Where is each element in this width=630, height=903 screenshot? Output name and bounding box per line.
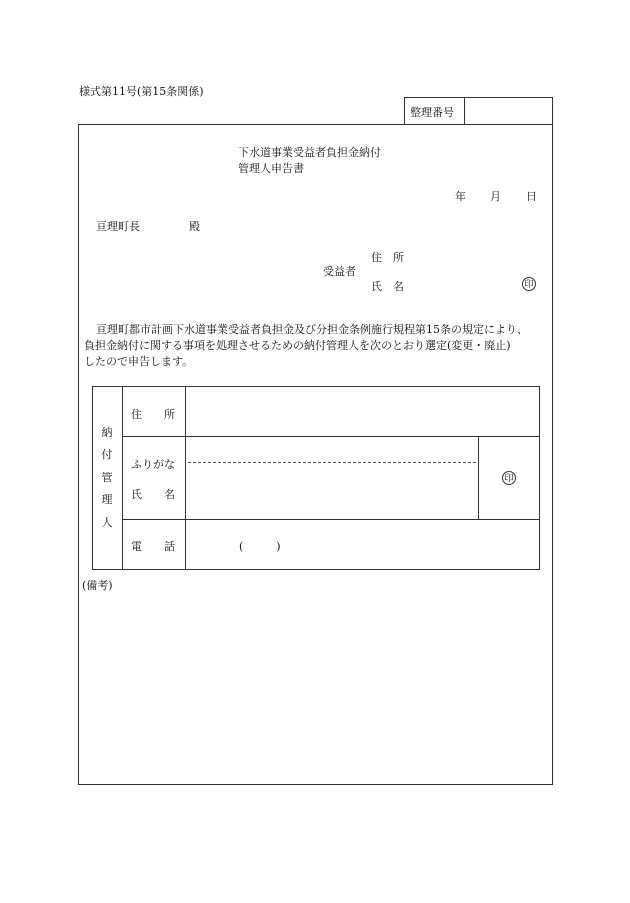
table-seal-mark: 印 — [502, 471, 516, 485]
table-phone-field[interactable] — [187, 521, 538, 568]
side-label-char-3: 管 — [101, 471, 113, 484]
table-name-field[interactable] — [187, 464, 476, 518]
side-label-char-2: 付 — [101, 448, 113, 461]
body-text-line3: したので申告します。 — [84, 355, 194, 368]
remarks-label: (備考) — [82, 579, 113, 592]
addressee-honorific: 殿 — [189, 220, 200, 233]
seiri-bango-divider — [464, 97, 465, 125]
form-id: 様式第11号(第15条関係) — [79, 85, 204, 98]
beneficiary-name-label: 氏 名 — [371, 280, 404, 293]
seiri-bango-value-field[interactable] — [466, 98, 552, 124]
title-line1: 下水道事業受益者負担金納付 — [238, 146, 381, 159]
date-year: 年 — [455, 190, 466, 203]
seiri-bango-label: 整理番号 — [410, 106, 454, 119]
table-hline-2 — [122, 519, 540, 520]
side-label-char-1: 納 — [101, 426, 113, 439]
table-phone-paren: ( ) — [239, 540, 281, 553]
side-label-char-4: 理 — [101, 493, 113, 506]
table-vline-1 — [122, 386, 123, 570]
date-month: 月 — [490, 190, 501, 203]
beneficiary-seal-mark: 印 — [522, 277, 536, 291]
body-text-line2: 負担金納付に関する事項を処理させるための納付管理人を次のとおり選定(変更・廃止) — [84, 339, 511, 352]
side-label-char-5: 人 — [101, 516, 113, 529]
table-name-label: 氏 名 — [131, 488, 175, 501]
table-vline-2 — [185, 386, 186, 570]
table-furigana-field[interactable] — [187, 438, 476, 461]
furigana-divider — [188, 462, 476, 463]
table-phone-label: 電 話 — [131, 540, 175, 553]
title-line2: 管理人申告書 — [238, 162, 304, 175]
beneficiary-label: 受益者 — [323, 265, 356, 278]
table-furigana-label: ふりがな — [131, 458, 175, 471]
table-address-field[interactable] — [187, 388, 538, 435]
remarks-field[interactable] — [80, 595, 551, 783]
beneficiary-address-label: 住 所 — [371, 251, 404, 264]
table-hline-1 — [122, 436, 540, 437]
table-address-label: 住 所 — [131, 408, 175, 421]
addressee: 亘理町長 — [96, 220, 140, 233]
table-vline-seal — [478, 436, 479, 519]
body-text-line1: 亘理町都市計画下水道事業受益者負担金及び分担金条例施行規程第15条の規定により、 — [96, 323, 528, 336]
date-day: 日 — [526, 190, 537, 203]
